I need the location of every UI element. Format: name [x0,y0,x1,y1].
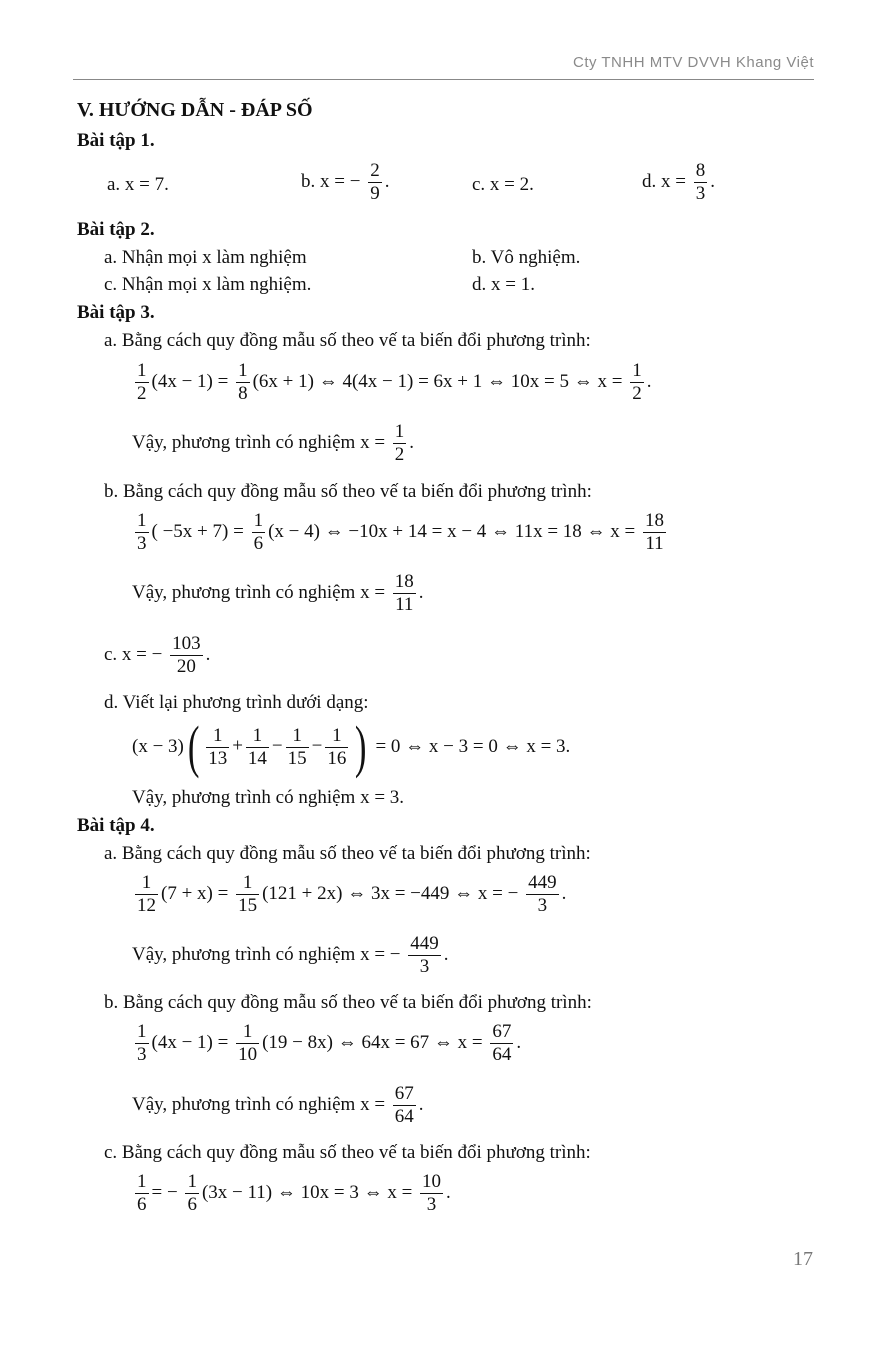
ex3-b-equation: $\frac{1}{3}$ ( −5x + 7) = $\frac{1}{6}$ (x − 4) ⇔ −10x + 14 = x − 4 ⇔ 11x = 18 ⇔ x = $\frac{18}{11}$ [137,510,665,554]
ex3-a-text: a. Bằng cách quy đồng mẫu số theo vế ta biến đổi phương trình: [104,330,591,351]
ex1-d: d. x = $\frac{8}{3}$ . [642,160,715,204]
ex1-c: c. x = 2. [472,174,534,195]
ex3-a-equation: $\frac{1}{2}$ (4x − 1) = $\frac{1}{8}$ (6x + 1) ⇔ 4(4x − 1) = 6x + 1 ⇔ 10x = 5 ⇔ x = $\frac{1}{2}$ . [137,360,652,404]
ex3-c: c. x = − $\frac{103}{20}$ . [104,633,211,677]
ex4-a-conclusion: Vậy, phương trình có nghiệm x = − $\frac{449}{3}$ . [132,933,449,977]
ex4-b-text: b. Bằng cách quy đồng mẫu số theo vế ta biến đổi phương trình: [104,992,592,1013]
ex3-b-conclusion: Vậy, phương trình có nghiệm x = $\frac{18}{11}$ . [132,571,424,615]
exercise-3-title: Bài tập 3. [77,302,155,323]
ex3-d-conclusion: Vậy, phương trình có nghiệm x = 3. [132,787,405,808]
ex4-c-equation: $\frac{1}{6}$ = − $\frac{1}{6}$ (3x − 11) ⇔ 10x = 3 ⇔ x = $\frac{10}{3}$ . [137,1171,451,1215]
ex3-a-conclusion: Vậy, phương trình có nghiệm x = $\frac{1}{2}$ . [132,421,415,465]
exercise-1-title: Bài tập 1. [77,130,155,151]
ex4-b-equation: $\frac{1}{3}$ (4x − 1) = $\frac{1}{10}$ (19 − 8x) ⇔ 64x = 67 ⇔ x = $\frac{67}{64}$ . [137,1021,522,1065]
ex1-b: b. x = − $\frac{2}{9}$ . [301,160,390,204]
ex3-d-equation: (x − 3)( $\frac{1}{13}$ + $\frac{1}{14}$ − $\frac{1}{15}$ − $\frac{1}{16}$ ) = 0 ⇔ x − 3 = 0 ⇔ x = 3. [132,714,571,779]
section-title: V. HƯỚNG DẪN - ĐÁP SỐ [77,99,313,121]
page-number: 17 [793,1248,813,1270]
ex3-d-text: d. Viết lại phương trình dưới dạng: [104,692,369,713]
ex1-a: a. x = 7. [107,174,169,195]
ex4-a-text: a. Bằng cách quy đồng mẫu số theo vế ta biến đổi phương trình: [104,843,591,864]
ex2-c: c. Nhận mọi x làm nghiệm. [104,274,312,295]
exercise-4-title: Bài tập 4. [77,815,155,836]
ex4-b-conclusion: Vậy, phương trình có nghiệm x = $\frac{67}{64}$ . [132,1083,424,1127]
ex4-c-text: c. Bằng cách quy đồng mẫu số theo vế ta biến đổi phương trình: [104,1142,591,1163]
ex3-b-text: b. Bằng cách quy đồng mẫu số theo vế ta biến đổi phương trình: [104,481,592,502]
ex2-a: a. Nhận mọi x làm nghiệm [104,247,307,268]
ex4-a-equation: $\frac{1}{12}$ (7 + x) = $\frac{1}{15}$ (121 + 2x) ⇔ 3x = −449 ⇔ x = − $\frac{449}{3}$ . [137,872,567,916]
running-header: Cty TNHH MTV DVVH Khang Việt [73,54,814,80]
exercise-2-title: Bài tập 2. [77,219,155,240]
ex2-d: d. x = 1. [472,274,535,295]
ex2-b: b. Vô nghiệm. [472,247,581,268]
